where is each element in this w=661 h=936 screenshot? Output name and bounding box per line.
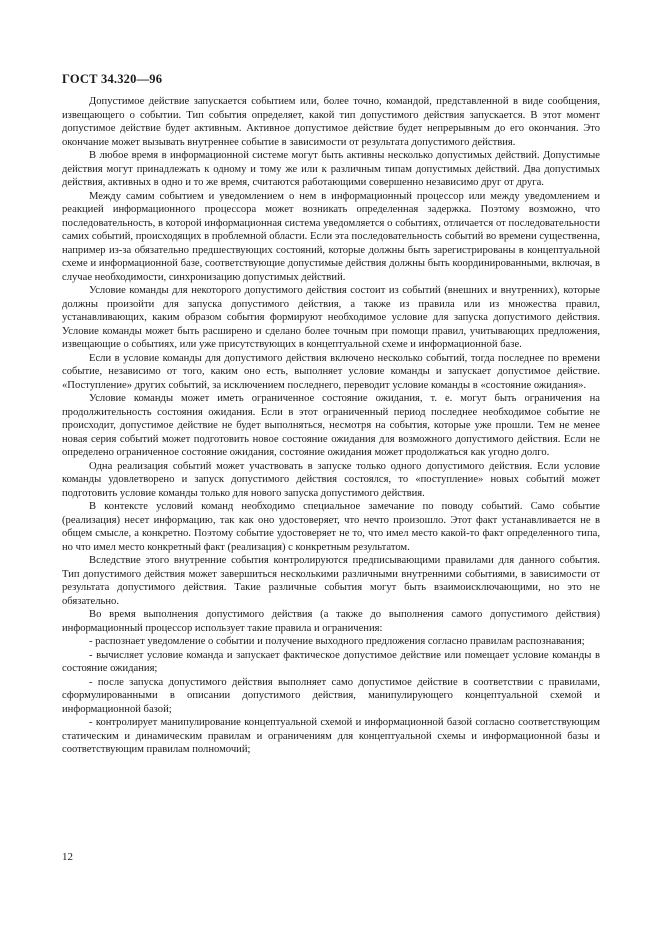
paragraph: Если в условие команды для допустимого действия включено несколько событий, тогда последнее по времени событие, независимо от того, каким оно есть, выполняет условие команды и запускает допустимое действие. «Поступление» других событий, за исключением последнего, переводит условие команды в «состояние ожидания». xyxy=(62,352,600,391)
paragraph: В любое время в информационной системе могут быть активны несколько допустимых действий. Допустимые действия могут принадлежать к одному и тому же или к различным типам допустимых действий. Два допустимых действия, активных в одно и то же время, считаются работающими совершенно независимо друг от друга. xyxy=(62,150,600,188)
paragraph: В контексте условий команд необходимо специальное замечание по поводу событий. Само событие (реализация) несет информацию, так как оно удостоверяет, что нечто произошло. Этот факт устанавливается не в общем смысле, а конкретно. Поэтому событие удостоверяет не то, что имел место какой-то факт определенного типа, но что имел место конкретный факт (реализация) с конкретным результатом. xyxy=(62,501,600,553)
document-header: ГОСТ 34.320—96 xyxy=(62,72,163,86)
paragraph: Вследствие этого внутренние события контролируются предписывающими правилами для данного события. Тип допустимого действия может завершиться несколькими различными внутренними событиями, в зависимости от результата допустимого действия. Такие различные события могут быть взаимоисключающими, но это не обязательно. xyxy=(62,555,600,607)
paragraph: Между самим событием и уведомлением о нем в информационный процессор или между уведомлением и реакцией информационного процессора может возникать определенная задержка. Поэтому возможно, что последовательность, в которой информационная система уведомляется о событиях, отличается от последовательности самих событий, происходящих в проблемной области. Если эта последовательность событий во времени существенна, например из-за обязательно предшествующих состояний, которые должны быть зарегистрированы в концептуальной схеме и информационной базе, соответствующие допустимые действия должны быть координированными, включая, в случае необходимости, синхронизацию допустимых действий. xyxy=(62,190,600,283)
document-body xyxy=(62,95,600,757)
list-item: - контролирует манипулирование концептуальной схемой и информационной базой согласно соответствующим статическим и динамическим правилам и ограничениям для концептуальной схемы и информационной базы и соответствующим правилам полномочий; xyxy=(62,717,600,755)
paragraph: Допустимое действие запускается событием или, более точно, командой, представленной в виде сообщения, извещающего о событии. Тип события определяет, какой тип допустимого действия запускается. В этот момент допустимое действие будет активным. Активное допустимое действие будет непрерывным до его окончания. Это окончание может вызывать внутреннее событие в зависимости от результата допустимого действия. xyxy=(62,96,600,148)
paragraph: Во время выполнения допустимого действия (а также до выполнения самого допустимого действия) информационный процессор использует такие правила и ограничения: xyxy=(62,609,600,634)
paragraph: Условие команды для некоторого допустимого действия состоит из событий (внешних и внутренних), которые должны произойти для запуска допустимого действия, а также из правила или из множества правил, устанавливающих, каким образом события формируют необходимое условие для запуска допустимого действия. Условие команды может быть расширено и сделано более точным при помощи правил, учитывающих предложения, извещающие о событиях, или уже присутствующих в концептуальной схеме и информационной базе. xyxy=(62,285,600,350)
list-item: - после запуска допустимого действия выполняет само допустимое действие в соответствии с правилами, сформулированными в описании допустимого действия, манипулирующего концептуальной схемой и информационной базой; xyxy=(62,676,600,715)
paragraph: Условие команды может иметь ограниченное состояние ожидания, т. е. могут быть ограничения на продолжительность состояния ожидания. Если в этот ограниченный период последнее необходимое событие не происходит, допустимое действие не будет выполняться, несмотря на события, которые уже прошли. Тем не менее новая серия событий может подготовить новое состояние ожидания для возможного допустимого действия. Если не определено ограниченное состояние ожидания, состояние ожидания может продолжаться как угодно долго. xyxy=(62,393,600,458)
page-number: 12 xyxy=(62,851,73,863)
list-item: - вычисляет условие команда и запускает фактическое допустимое действие или помещает условие команды в состояние ожидания; xyxy=(62,649,600,674)
list-item: - распознает уведомление о событии и получение выходного предложения согласно правилам распознавания; xyxy=(89,636,585,647)
paragraph: Одна реализация событий может участвовать в запуске только одного допустимого действия. Если условие команды удовлетворено и запуск допустимого действия состоялся, то «поступление» новых событий может подготовить условие команды только для нового запуска допустимого действия. xyxy=(62,460,600,499)
